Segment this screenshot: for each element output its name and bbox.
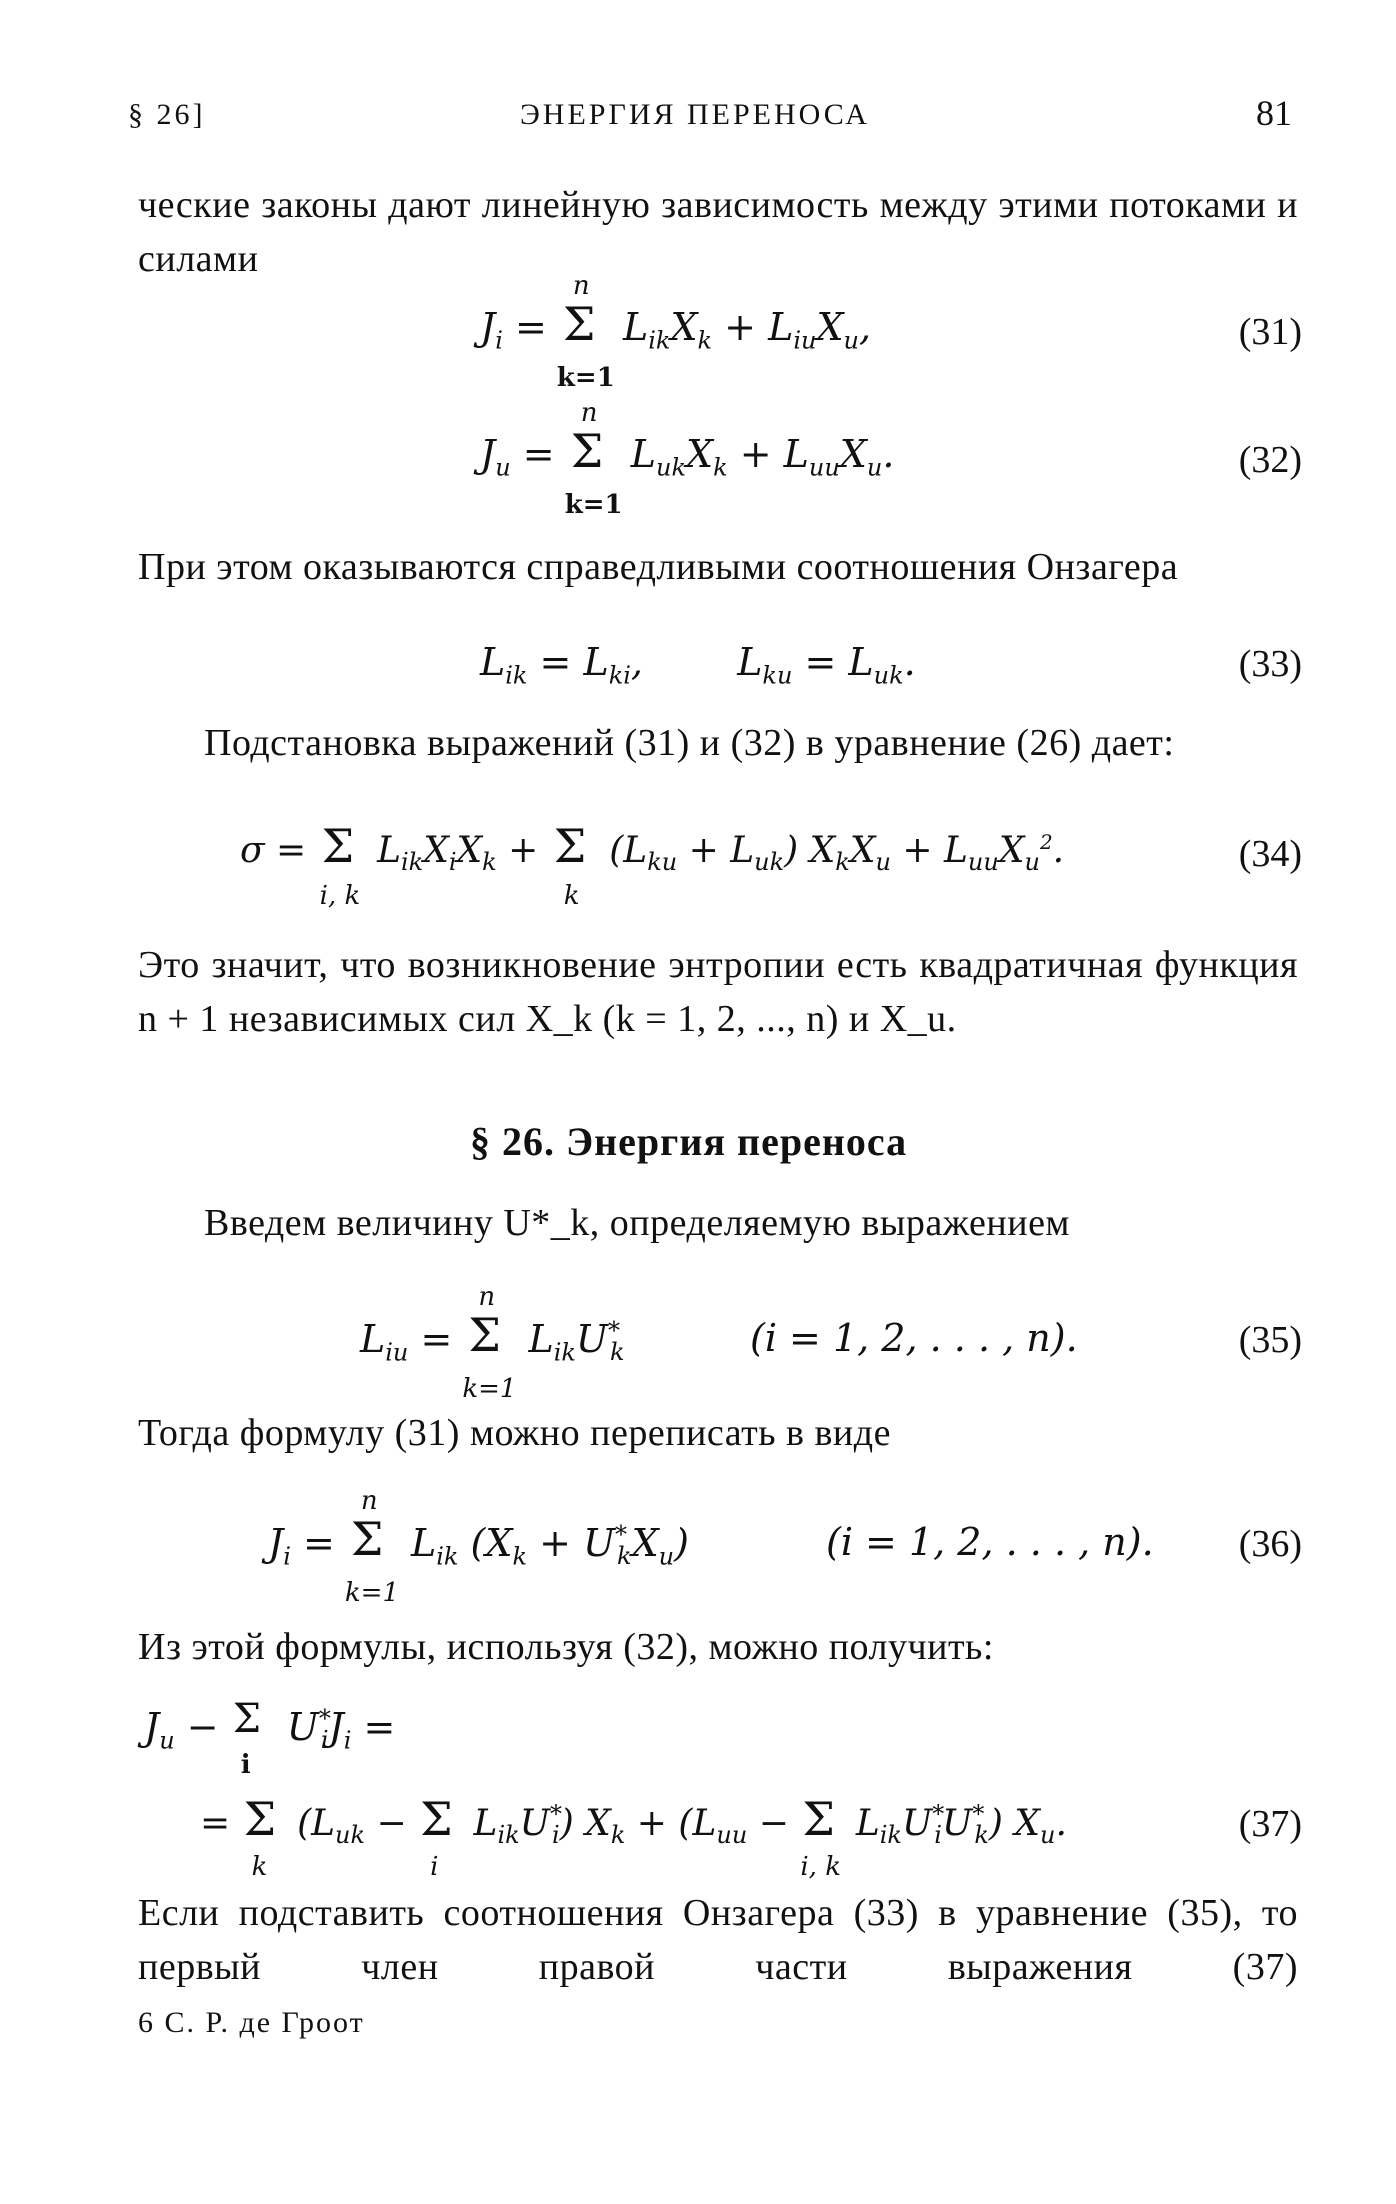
paragraph-1: ческие законы дают линейную зависимость между этими потоками и силами bbox=[138, 184, 1298, 280]
equation-32-number: (32) bbox=[1238, 439, 1302, 481]
equation-36-number: (36) bbox=[1238, 1523, 1302, 1565]
equation-37-line-2: = Σ k ($L_{uk}$ − Σ i $L_{ik}U^*_i$) $X_k + (L_{uu}$ − Σ i, k $L_{ik}U^*_iU^*_k$) $X_u$. bbox=[200, 1792, 1067, 1882]
equation-31-number: (31) bbox=[1238, 311, 1302, 353]
header-page-number: 81 bbox=[1256, 93, 1292, 133]
header-section: § 26] bbox=[128, 98, 206, 131]
section-heading: § 26. Энергия переноса bbox=[470, 1119, 908, 1164]
paragraph-4: Это значит, что возникновение энтропии есть квадратичная функция n + 1 независимых сил X_k (k = 1, 2, ..., n) и X_u. bbox=[138, 944, 1298, 1040]
equation-34-number: (34) bbox=[1238, 833, 1302, 875]
equation-36-range: (i = 1, 2, . . . , n). bbox=[826, 1520, 1154, 1564]
equation-36: $J_i$ = n Σ k=1 $L_{ik}$ $(X_k + U^*_kX_u)$ bbox=[268, 1486, 689, 1609]
equation-33-number: (33) bbox=[1238, 643, 1302, 685]
equation-37-line-1: $J_u$ − Σ i $U^*_iJ_i$ = bbox=[144, 1696, 396, 1781]
equation-35: $L_{iu}$ = n Σ k=1 $L_{ik}U^*_k$ bbox=[360, 1282, 625, 1405]
paragraph-3: Подстановка выражений (31) и (32) в уравнение (26) дает: bbox=[204, 722, 1175, 764]
paragraph-8: Если подставить соотношения Онзагера (33) в уравнение (35), то первый член правой части выражения (37) bbox=[138, 1892, 1298, 1988]
equation-33: $L_{ik} = L_{ki}$, $L_{ku} = L_{uk}$. bbox=[480, 640, 916, 690]
paragraph-5: Введем величину U*_k, определяемую выражением bbox=[204, 1202, 1070, 1244]
footer-signature: 6 С. Р. де Гроот bbox=[138, 2006, 365, 2039]
equation-35-number: (35) bbox=[1238, 1319, 1302, 1361]
equation-32: $J_u$ = n Σ k=1 $L_{uk}X_k + L_{uu}X_u$. bbox=[480, 397, 895, 520]
equation-31: $J_i$ = n Σ k=1 $L_{ik}X_k + L_{iu}X_u$, bbox=[480, 270, 872, 393]
paragraph-2: При этом оказываются справедливыми соотношения Онзагера bbox=[138, 546, 1179, 588]
paragraph-6: Тогда формулу (31) можно переписать в виде bbox=[138, 1412, 891, 1454]
paragraph-7: Из этой формулы, используя (32), можно получить: bbox=[138, 1626, 994, 1668]
equation-37-number: (37) bbox=[1238, 1803, 1302, 1845]
header-title: ЭНЕРГИЯ ПЕРЕНОСА bbox=[520, 98, 870, 131]
equation-35-range: (i = 1, 2, . . . , n). bbox=[750, 1316, 1078, 1360]
equation-34: σ = Σ i, k $L_{ik}X_iX_k$ + Σ k $(L_{ku} + L_{uk}) X_kX_u + L_{uu}X_u^2$. bbox=[240, 819, 1065, 911]
